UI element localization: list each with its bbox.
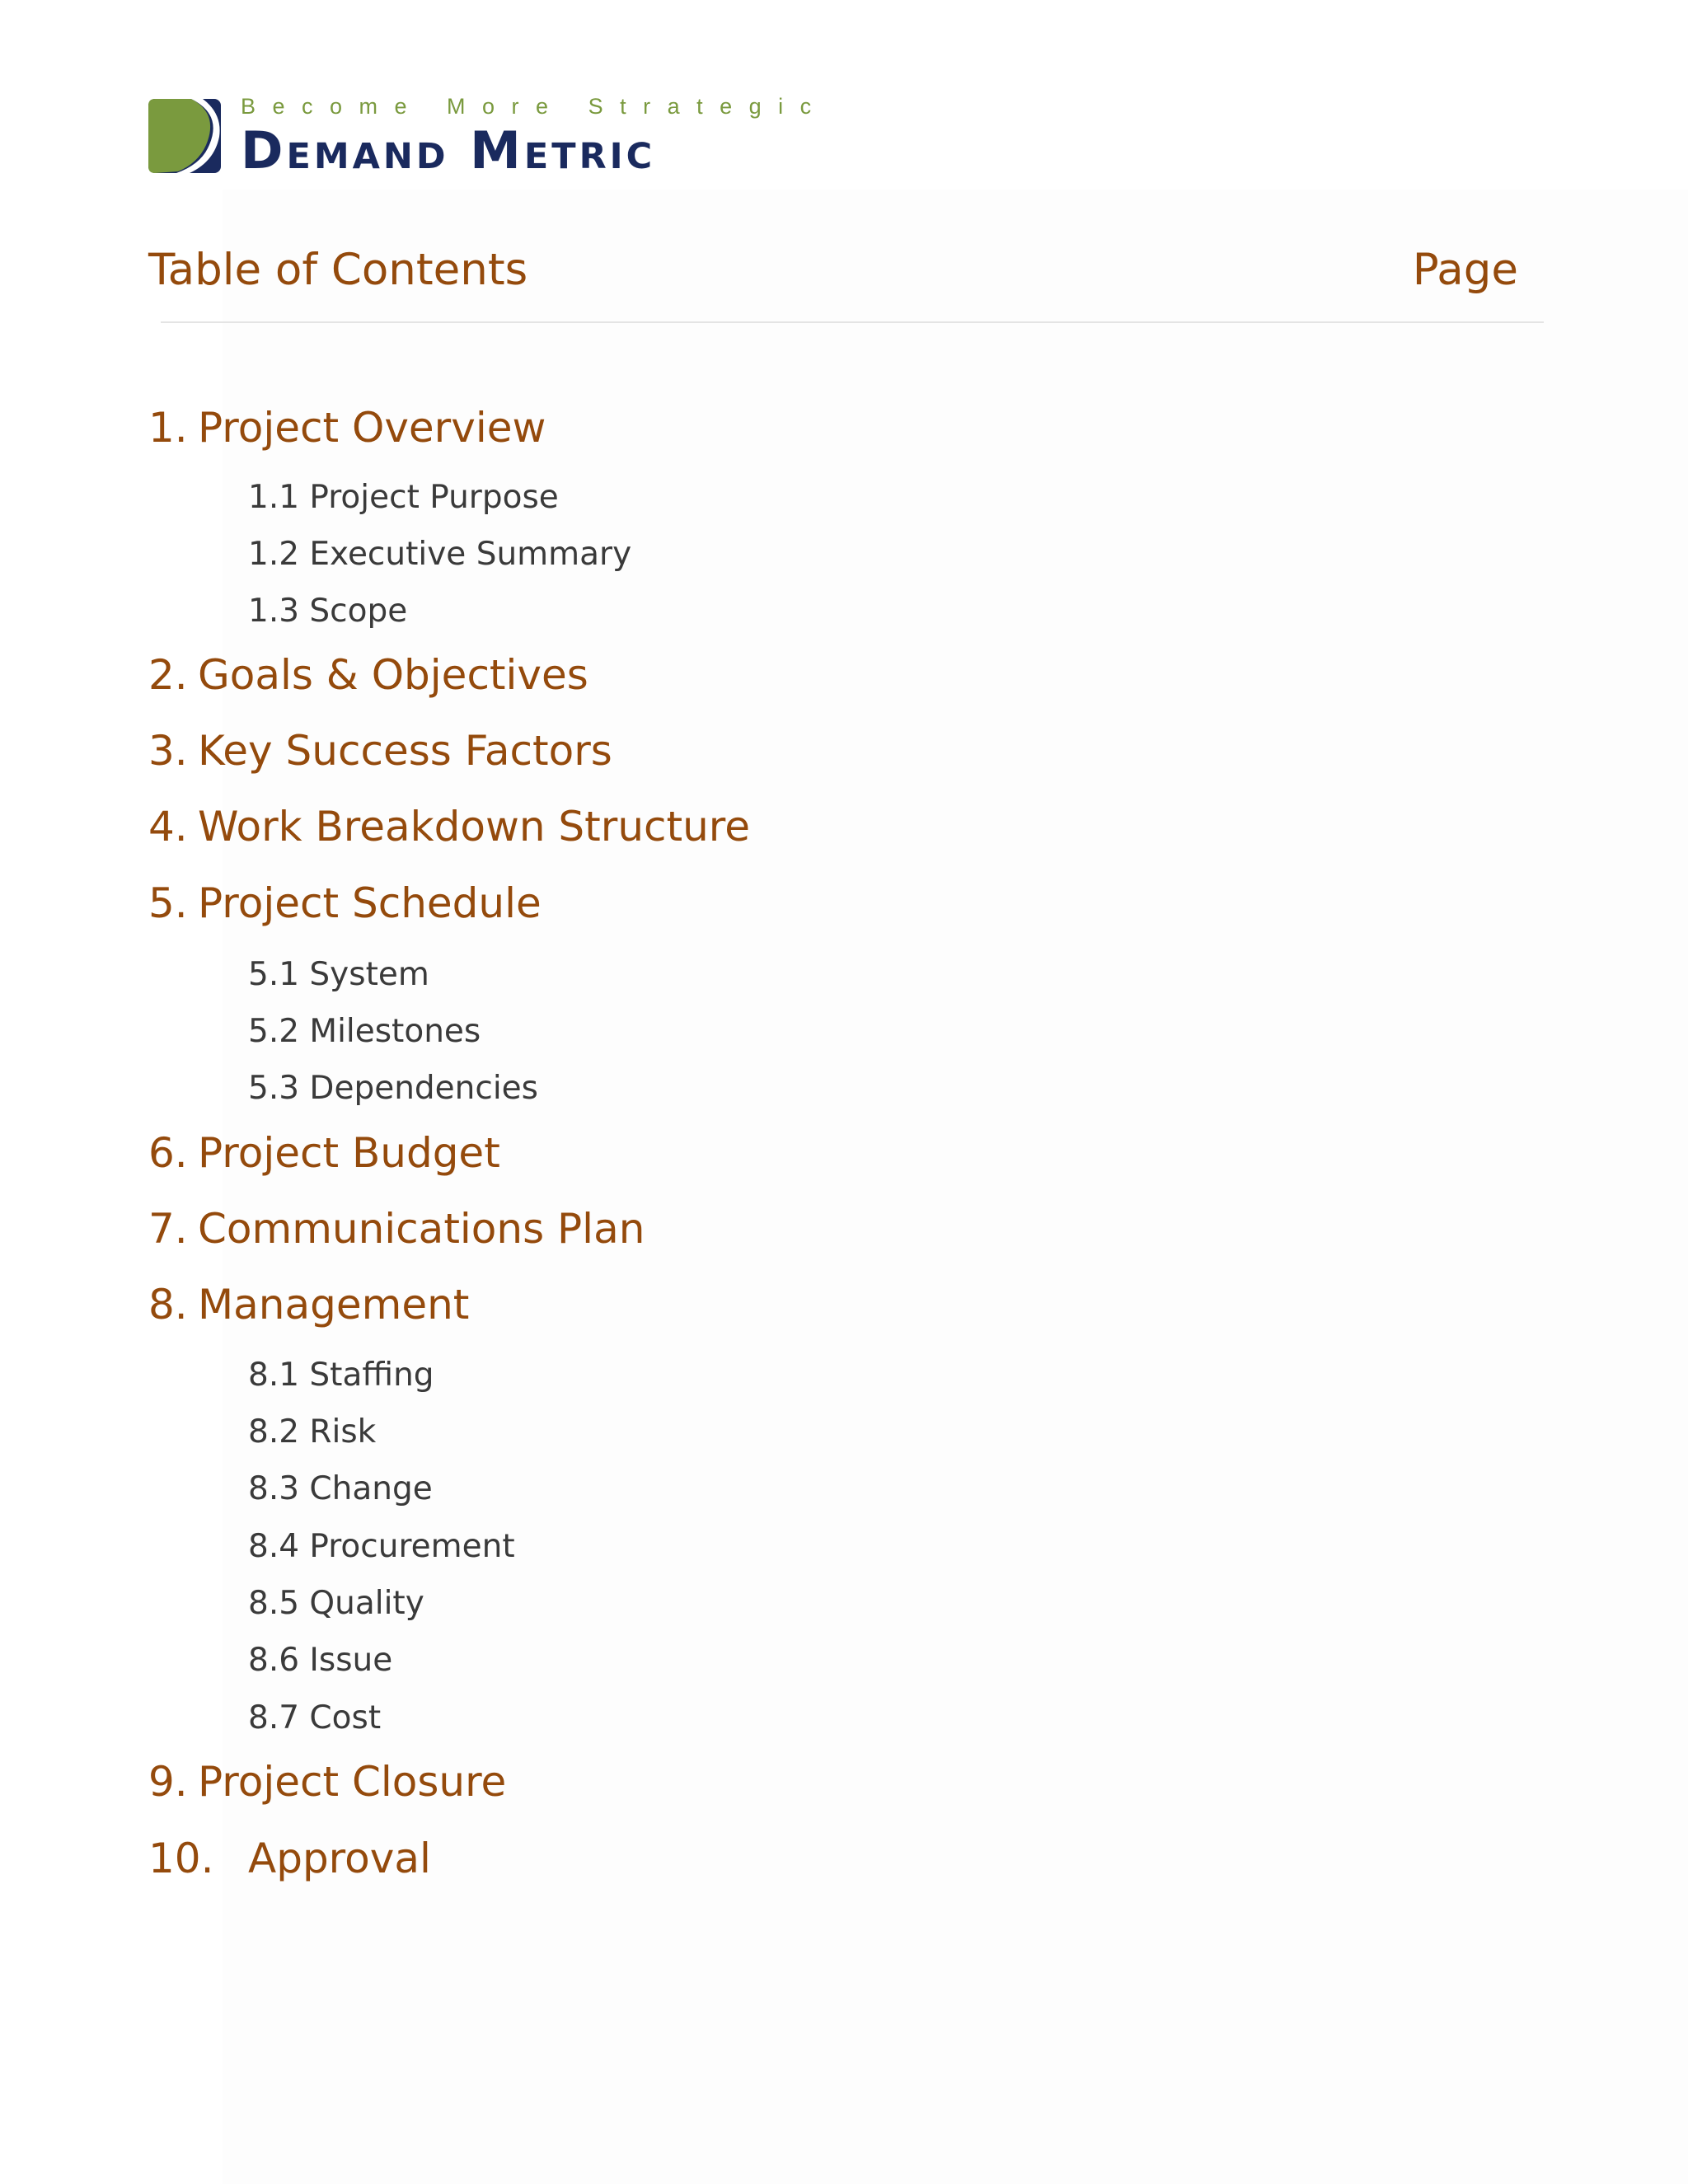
toc-section-entry[interactable]	[148, 1129, 500, 1177]
toc-entry-label: 8.7 Cost	[248, 1699, 382, 1736]
toc-entry-label: Project Budget	[198, 1129, 500, 1177]
toc-section-entry[interactable]	[148, 1835, 431, 1882]
toc-entry-number: 5.	[148, 879, 188, 927]
toc-entry-label: 5.1 System	[248, 956, 429, 993]
toc-page-label: Page	[1412, 245, 1518, 295]
toc-subsection-entry[interactable]	[248, 956, 429, 993]
toc-entry-number: 4.	[148, 803, 188, 851]
toc-subsection-entry[interactable]	[248, 1013, 481, 1050]
toc-section-entry[interactable]	[148, 651, 588, 699]
toc-entry-label: 1.3 Scope	[248, 593, 408, 630]
toc-section-entry[interactable]	[148, 879, 542, 927]
toc-entry-label: 8.3 Change	[248, 1470, 433, 1507]
brand-name: Demand Metric	[241, 120, 656, 180]
toc-entry-number: 10.	[148, 1835, 214, 1882]
toc-section-entry[interactable]	[148, 803, 750, 851]
toc-entry-number: 8.	[148, 1281, 188, 1329]
toc-entry-label: Approval	[248, 1835, 431, 1882]
toc-entry-label: Key Success Factors	[198, 727, 612, 775]
toc-entry-number: 2.	[148, 651, 188, 699]
toc-title: Table of Contents	[148, 245, 528, 295]
toc-entry-label: 8.5 Quality	[248, 1585, 424, 1622]
toc-entry-label: 8.6 Issue	[248, 1642, 393, 1679]
toc-entry-label: Project Overview	[198, 404, 546, 452]
toc-entry-number: 1.	[148, 404, 188, 452]
toc-entry-number: 7.	[148, 1205, 188, 1253]
brand-tagline: Become More Strategic	[241, 94, 828, 119]
toc-entry-label: Project Closure	[198, 1758, 507, 1806]
toc-subsection-entry[interactable]	[248, 1357, 434, 1394]
toc-entry-label: Goals & Objectives	[198, 651, 588, 699]
toc-entry-label: 8.4 Procurement	[248, 1528, 515, 1565]
toc-entry-number: 3.	[148, 727, 188, 775]
toc-entry-label: Communications Plan	[198, 1205, 645, 1253]
toc-section-entry[interactable]	[148, 727, 612, 775]
toc-section-entry[interactable]	[148, 404, 546, 452]
toc-section-entry[interactable]	[148, 1758, 506, 1806]
toc-subsection-entry[interactable]	[248, 1528, 515, 1565]
toc-entry-label: Work Breakdown Structure	[198, 803, 751, 851]
toc-subsection-entry[interactable]	[248, 536, 631, 573]
toc-entry-label: Management	[198, 1281, 470, 1329]
toc-section-entry[interactable]	[148, 1281, 469, 1329]
toc-subsection-entry[interactable]	[248, 1070, 538, 1107]
toc-subsection-entry[interactable]	[248, 479, 559, 516]
toc-subsection-entry[interactable]	[248, 593, 407, 630]
toc-entry-label: 1.1 Project Purpose	[248, 479, 559, 516]
toc-entry-number: 9.	[148, 1758, 188, 1806]
toc-entry-number: 6.	[148, 1129, 188, 1177]
toc-entry-label: 5.2 Milestones	[248, 1013, 481, 1050]
toc-subsection-entry[interactable]	[248, 1413, 376, 1451]
toc-subsection-entry[interactable]	[248, 1470, 433, 1507]
toc-subsection-entry[interactable]	[248, 1642, 392, 1679]
toc-entry-label: 8.2 Risk	[248, 1413, 377, 1451]
toc-entry-label: 1.2 Executive Summary	[248, 536, 632, 573]
toc-subsection-entry[interactable]	[248, 1699, 381, 1736]
toc-section-entry[interactable]	[148, 1205, 645, 1253]
toc-entry-label: Project Schedule	[198, 879, 542, 927]
toc-subsection-entry[interactable]	[248, 1585, 424, 1622]
toc-entry-label: 5.3 Dependencies	[248, 1070, 538, 1107]
toc-entry-label: 8.1 Staffing	[248, 1357, 434, 1394]
